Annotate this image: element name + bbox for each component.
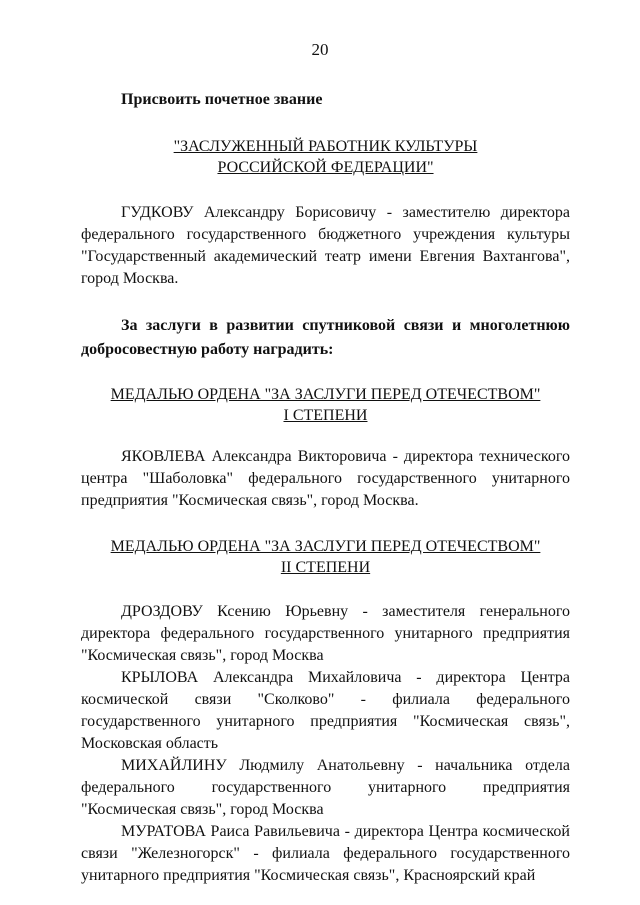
heading-line: I СТЕПЕНИ	[283, 407, 368, 424]
person-entry: КРЫЛОВА Александра Михайловича - директора Центра космической связи "Сколково" - филиала федерального государственного унитарного предприятия "Космическая связь", Московская область	[81, 669, 570, 752]
heading-line: МЕДАЛЬЮ ОРДЕНА "ЗА ЗАСЛУГИ ПЕРЕД ОТЕЧЕСТВОМ"	[110, 538, 541, 555]
medal-1-heading	[81, 384, 570, 426]
award-intro-text: За заслуги в развитии спутниковой связи и многолетнюю добросовестную работу наградить:	[81, 317, 570, 358]
person-entry: ГУДКОВУ Александру Борисовичу - заместителю директора федерального государственного бюджетного учреждения культуры "Государственный академический театр имени Евгения Вахтангова", город Москва.	[81, 204, 570, 287]
heading-line: II СТЕПЕНИ	[280, 559, 371, 576]
page-number: 20	[311, 40, 329, 59]
intro-text: Присвоить почетное звание	[121, 91, 323, 108]
heading-line: "ЗАСЛУЖЕННЫЙ РАБОТНИК КУЛЬТУРЫ	[173, 138, 478, 155]
person-entry: МУРАТОВА Раиса Равильевича - директора Центра космической связи "Железногорск" - филиала федерального государственного унитарного предприятия "Космическая связь", Красноярский край	[81, 823, 570, 884]
honorary-title-heading	[81, 136, 570, 178]
heading-line: РОССИЙСКОЙ ФЕДЕРАЦИИ"	[217, 159, 434, 176]
medal-2-heading	[81, 536, 570, 578]
person-entry: ЯКОВЛЕВА Александра Викторовича - директора технического центра "Шаболовка" федерального государственного унитарного предприятия "Космическая связь", город Москва.	[81, 448, 570, 509]
heading-line: МЕДАЛЬЮ ОРДЕНА "ЗА ЗАСЛУГИ ПЕРЕД ОТЕЧЕСТВОМ"	[110, 386, 541, 403]
document-body	[81, 88, 570, 887]
person-entry: ДРОЗДОВУ Ксению Юрьевну - заместителя генерального директора федерального государственного унитарного предприятия "Космическая связь", город Москва	[81, 603, 570, 664]
person-entry: МИХАЙЛИНУ Людмилу Анатольевну - начальника отдела федерального государственного унитарного предприятия "Космическая связь", город Москва	[81, 757, 570, 818]
